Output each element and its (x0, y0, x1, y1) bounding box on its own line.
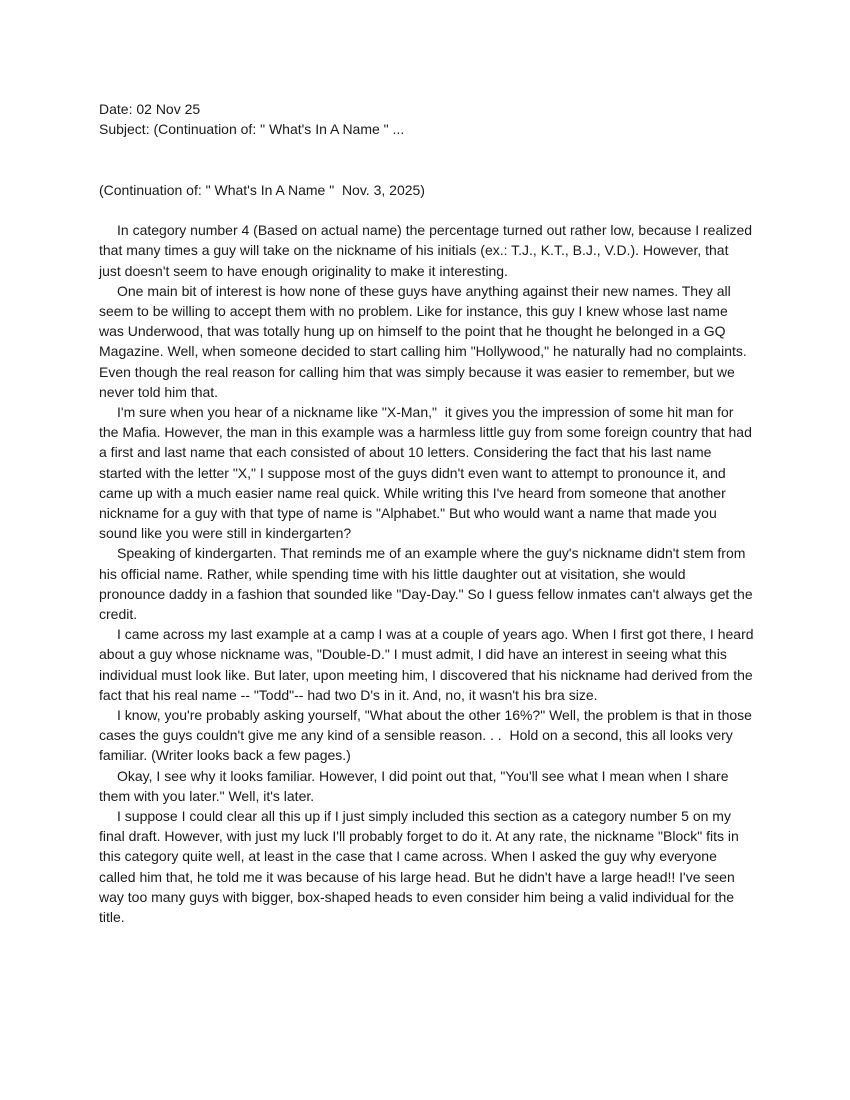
document-page (99, 99, 758, 927)
body-text (99, 220, 758, 927)
blank-line (99, 200, 754, 220)
paragraph: I know, you're probably asking yourself, "What about the other 16%?" Well, the problem is that in those cases the guys couldn't give me any kind of a sensible reason. . . Hold on a second, this all looks very familiar. (Writer looks back a few pages.) (99, 707, 756, 764)
paragraph: I'm sure when you hear of a nickname like "X-Man," it gives you the impression of some hit man for the Mafia. However, the man in this example was a harmless little guy from some foreign country that had a first and last name that each consisted of about 10 letters. Considering the fact that his last name started with the letter "X," I suppose most of the guys didn't even want to attempt to pronounce it, and came up with a much easier name real quick. While writing this I've heard from someone that another nickname for a guy with that type of name is "Alphabet." But who would want a name that made you sound like you were still in kindergarten? (99, 404, 756, 542)
subject-line: Subject: (Continuation of: " What's In A Name " ... (99, 121, 405, 138)
date-line: Date: 02 Nov 25 (99, 101, 201, 117)
paragraph: I suppose I could clear all this up if I just simply included this section as a category number 5 on my final draft. However, with just my luck I'll probably forget to do it. At any rate, the nickname "Block" fits in this category quite well, at least in the case that I came across. When I asked the guy why everyone called him that, he told me it was because of his large head. But he didn't have a large head!! I've seen way too many guys with bigger, box-shaped heads to even consider him being a valid individual for the title. (99, 808, 743, 926)
paragraph: Okay, I see why it looks familiar. However, I did point out that, "You'll see what I mean when I share them with you later." Well, it's later. (99, 767, 733, 804)
title-line: (Continuation of: " What's In A Name " Nov. 3, 2025) (99, 181, 425, 198)
paragraph: I came across my last example at a camp I was at a couple of years ago. When I first got there, I heard about a guy whose nickname was, "Double-D." I must admit, I did have an interest in seeing what this individual must look like. But later, upon meeting him, I discovered that his nickname had derived from the fact that his real name -- "Todd"-- had two D's in it. And, no, it wasn't his bra size. (99, 626, 758, 703)
paragraph: Speaking of kindergarten. That reminds me of an example where the guy's nickname didn't stem from his official name. Rather, while spending time with his little daughter out at visitation, she would pronounce daddy in a fashion that sounded like "Day-Day." So I guess fellow inmates can't always get the credit. (99, 545, 757, 623)
paragraph: In category number 4 (Based on actual name) the percentage turned out rather low, because I realized that many times a guy will take on the nickname of his initials (ex.: T.J., K.T., B.J., V.D.). However, that just doesn't seem to have enough originality to make it interesting. (99, 222, 756, 279)
paragraph: One main bit of interest is how none of these guys have anything against their new names. They all seem to be willing to accept them with no problem. Like for instance, this guy I knew whose last name was Underwood, that was totally hung up on himself to the point that he thought he belonged in a GQ Magazine. Well, when someone decided to start calling him "Hollywood," he naturally had no complaints. Even though the real reason for calling him that was simply because it was easier to remember, but we never told him that. (99, 282, 751, 400)
blank-lines (99, 139, 754, 179)
